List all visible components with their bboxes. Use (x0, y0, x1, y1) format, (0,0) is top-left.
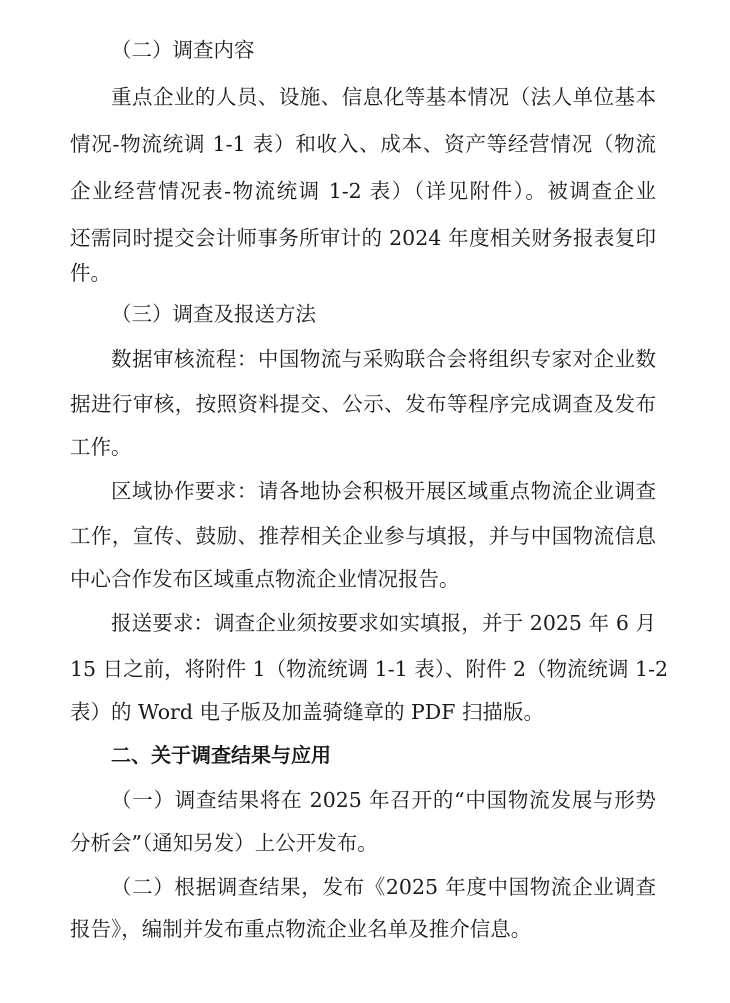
review-process-line-1: 数据审核流程：中国物流与采购联合会将组织专家对企业数 (111, 347, 656, 371)
review-process-line-2: 据进行审核，按照资料提交、公示、发布等程序完成调查及发布 (70, 392, 656, 416)
section-2-body-line-1: 重点企业的人员、设施、信息化等基本情况（法人单位基本 (111, 85, 656, 109)
regional-cooperation-line-1: 区域协作要求：请各地协会积极开展区域重点物流企业调查 (111, 479, 656, 503)
review-process-line-3: 工作。 (70, 435, 132, 459)
section-2-heading: （二）调查内容 (111, 38, 255, 62)
regional-cooperation-line-2: 工作，宣传、鼓励、推荐相关企业参与填报，并与中国物流信息 (70, 524, 656, 548)
result-item-2-line-1: （二）根据调查结果，发布《2025 年度中国物流企业调查 (111, 875, 656, 899)
section-3-heading: （三）调查及报送方法 (111, 302, 316, 326)
section-2-body-line-4: 还需同时提交会计师事务所审计的 2024 年度相关财务报表复印 (70, 226, 656, 250)
section-2-body-line-2: 情况-物流统调 1-1 表）和收入、成本、资产等经营情况（物流 (70, 132, 656, 156)
section-2-body-line-5: 件。 (70, 261, 111, 285)
result-item-2-line-2: 报告》，编制并发布重点物流企业名单及推介信息。 (70, 917, 532, 941)
section-2-body-line-3: 企业经营情况表-物流统调 1-2 表）（详见附件）。被调查企业 (70, 179, 656, 203)
result-item-1-line-2: 分析会”（通知另发）上公开发布。 (70, 831, 378, 855)
submission-requirements-line-3: 表）的 Word 电子版及加盖骑缝章的 PDF 扫描版。 (70, 700, 544, 724)
part-2-heading: 二、关于调查结果与应用 (111, 743, 331, 767)
submission-requirements-line-1: 报送要求：调查企业须按要求如实填报，并于 2025 年 6 月 (111, 611, 656, 635)
result-item-1-line-1: （一）调查结果将在 2025 年召开的“中国物流发展与形势 (111, 788, 656, 812)
submission-requirements-line-2: 15 日之前，将附件 1（物流统调 1-1 表）、附件 2（物流统调 1-2 (70, 657, 669, 681)
regional-cooperation-line-3: 中心合作发布区域重点物流企业情况报告。 (70, 567, 460, 591)
